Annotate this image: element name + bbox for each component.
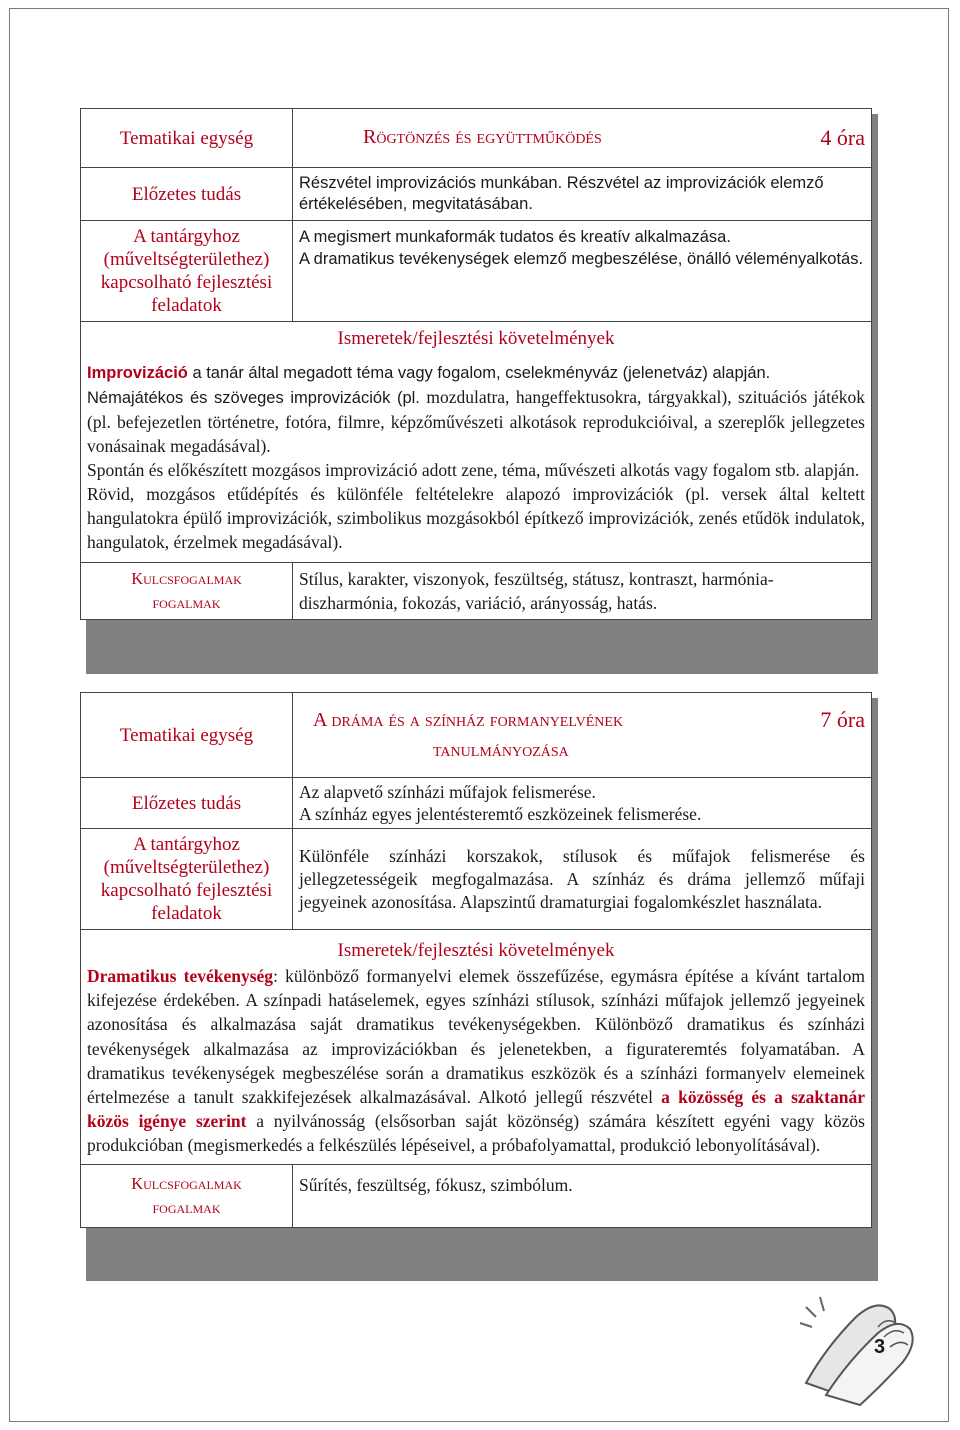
- block1-kulcs-label-2: fogalmak: [152, 593, 221, 612]
- block1-fejlesztesi-label: A tantárgyhoz (műveltségterülethez) kapcsolható fejlesztési feladatok: [81, 221, 293, 322]
- block1-paragraph-3: Spontán és előkészített mozgásos improvizáció adott zene, téma, művészeti alkotás vagy fogalom stb. alapján.: [87, 460, 860, 480]
- block2-fejlesztesi-text: Különféle színházi korszakok, stílusok és műfajok felismerése és jellegzetességeik megfogalmazása. A színház és dráma jellemző műfaji jegyeinek azonosítása. Alapszintű dramaturgiai fogalomkészlet használata.: [293, 829, 872, 930]
- block1-kulcs-label-1: Kulcsfogalmak: [131, 569, 242, 588]
- block1-p2-sans: Némajátékos és szöveges improvizációk (pl.: [87, 389, 420, 407]
- block1-fejlesztesi-cell: [293, 221, 872, 322]
- block2-ismeretek-label: Ismeretek/fejlesztési követelmények: [337, 940, 615, 961]
- block1-fejlesztesi-line2: A dramatikus tevékenységek elemző megbeszélése, önálló véleményalkotás.: [299, 249, 864, 268]
- block1-paragraph-1: [87, 360, 865, 385]
- block1-elozetes-label: Előzetes tudás: [81, 168, 293, 221]
- block2-ismeretek-cell: [81, 930, 872, 1165]
- block2-elozetes-cell: [293, 778, 872, 829]
- block1-title-cell: [293, 109, 872, 168]
- block2-kulcs-label: [81, 1164, 293, 1227]
- block1-p1-rest: a tanár által megadott téma vagy fogalom, cselekményváz (jelenetváz) alapján.: [187, 364, 771, 382]
- block2-hours: 7 óra: [820, 707, 865, 732]
- page-number-badge: [786, 1287, 926, 1416]
- block1-title: Rögtönzés és együttműködés: [363, 126, 602, 149]
- clapping-hands-icon: [786, 1287, 926, 1411]
- block2-title-line1: A dráma és a színház formanyelvének: [313, 709, 624, 731]
- block1-kulcs-label: [81, 563, 293, 620]
- block1-p1-term: Improvizáció: [87, 364, 188, 382]
- block1-table: [80, 108, 872, 620]
- block1-paragraph-2: [87, 385, 865, 458]
- block1-kulcs-text: Stílus, karakter, viszonyok, feszültség, státusz, kontraszt, harmónia-diszharmónia, fokozás, variáció, arányosság, hatás.: [293, 563, 872, 620]
- block2-elozetes-line1: Az alapvető színházi műfajok felismerése.: [299, 782, 596, 802]
- block1-paragraph-4: Rövid, mozgásos etűdépítés és különféle feltételekre alapozó improvizációk (pl. versek által keltett hangulatokra épülő improvizációk, szimbolikus mozgásokból építkező improvizációk, zenés etűdök indulatok, hangulatok, érzelmek megadásával).: [87, 484, 865, 552]
- block1-tematikai-label: Tematikai egység: [81, 109, 293, 168]
- block2-p1-term-2: a közösség és a szaktanár közös igénye szerint: [87, 1087, 865, 1132]
- block2-kulcs-text: Sűrítés, feszültség, fókusz, szimbólum.: [293, 1164, 872, 1227]
- block1-fejlesztesi-line1: A megismert munkaformák tudatos és kreatív alkalmazása.: [299, 228, 731, 246]
- block1-content: [81, 360, 871, 554]
- block2-elozetes-line2: A színház egyes jelentésteremtő eszközeinek felismerése.: [299, 804, 702, 824]
- block2-fejlesztesi-label: A tantárgyhoz (műveltségterülethez) kapcsolható fejlesztési feladatok: [81, 829, 293, 930]
- block2-p1-end: a nyilvánosság (elsősorban saját közönség) számára készített egyéni vagy közös produkcióban (megismerkedés a felkészülés lépéseivel, a próbafolyamattal, produkció lebonyolításával).: [87, 1111, 865, 1156]
- block1-ismeretek-cell: [81, 322, 872, 563]
- block2-p1-mid: : különböző formanyelvi elemek összefűzése, egymásra építése a kívánt tartalom kifejezése érdekében. A színpadi hatáselemek, egyes színházi stílusok, színházi műfajok jellemző jegyeinek azonosítása és alkalmazása saját dramatikus tevékenységekben. Különböző dramatikus és színházi tevékenységek alkalmazása az improvizációkban és jelenetekben, a figurateremtés folyamatában. A dramatikus tevékenységek megbeszélése során a dramatikus eszközök és a színházi formanyelv elemeinek értelmezése a tanult szakkifejezések alkalmazásával. Alkotó jellegű részvétel: [87, 966, 865, 1108]
- block2-title-cell: [293, 693, 872, 778]
- block2-p1-term: Dramatikus tevékenység: [87, 966, 274, 986]
- block2-title-line2: tanulmányozása: [433, 739, 569, 761]
- block2-table: [80, 692, 872, 1228]
- block2-kulcs-label-2: fogalmak: [152, 1197, 221, 1217]
- page-number: 3: [874, 1336, 886, 1358]
- block2-paragraph-1: [87, 964, 865, 1158]
- block2-elozetes-label: Előzetes tudás: [81, 778, 293, 829]
- block2-content: [81, 964, 871, 1158]
- block2-kulcs-label-1: Kulcsfogalmak: [131, 1173, 242, 1193]
- block2-tematikai-label: Tematikai egység: [81, 693, 293, 778]
- block1-elozetes-text: Részvétel improvizációs munkában. Részvétel az improvizációk elemző értékelésében, megvitatásában.: [293, 168, 872, 221]
- block1-ismeretek-label: Ismeretek/fejlesztési követelmények: [337, 328, 615, 349]
- block1-hours: 4 óra: [820, 125, 865, 151]
- block1-p2-rest: mozdulatra, hangeffektusokra, tárgyakkal), szituációs játékok (pl. befejezetlen történetre, fotóra, filmre, képzőművészeti alkotások reprodukcióival, a szereplők jellegzetes vonásainak megadásával).: [87, 387, 865, 456]
